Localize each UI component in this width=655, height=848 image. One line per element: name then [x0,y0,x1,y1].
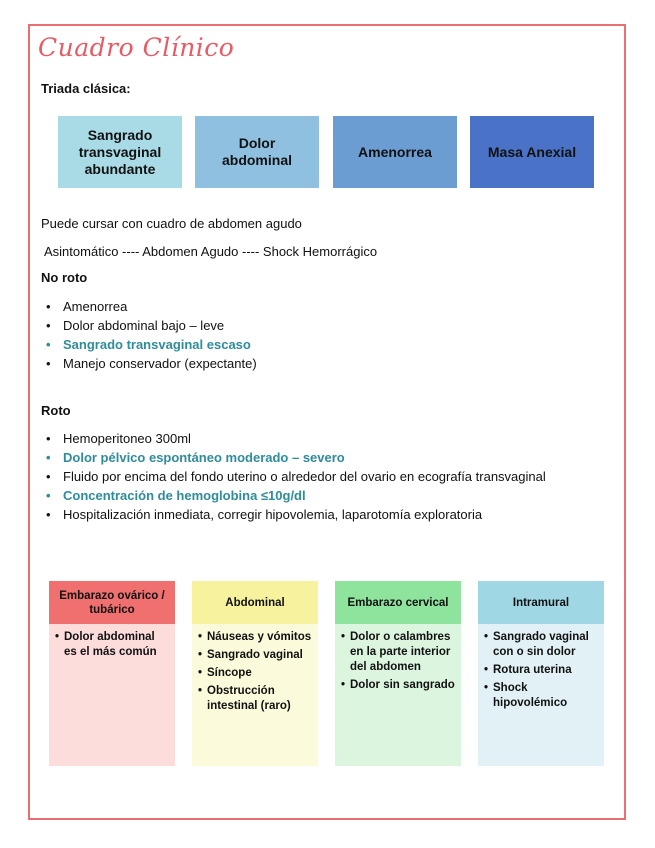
list-item: • Hemoperitoneo 300ml [41,429,593,448]
list-item: • Obstrucción intestinal (raro) [198,684,312,714]
list-item: • Hospitalización inmediata, corregir hipovolemia, laparotomía exploratoria [41,505,593,524]
card-title: Abdominal [192,581,318,624]
list-item: • Dolor pélvico espontáneo moderado – severo [41,448,593,467]
card-abdominal [192,581,318,766]
list-item: • Sangrado transvaginal escaso [41,335,593,354]
card-body [49,624,175,766]
card-cervical [335,581,461,766]
list-item: • Sangrado vaginal con o sin dolor [484,630,598,660]
card-title: Embarazo ovárico / tubárico [49,581,175,624]
page-title: Cuadro Clínico [38,33,235,62]
triad-box-masa: Masa Anexial [470,116,594,188]
list-item: • Fluido por encima del fondo uterino o alrededor del ovario en ecografía transvaginal [41,467,593,486]
card-title: Embarazo cervical [335,581,461,624]
no-roto-heading: No roto [41,270,88,285]
intro-line-1: Puede cursar con cuadro de abdomen agudo [41,216,302,231]
list-item: • Náuseas y vómitos [198,630,312,645]
card-body [478,624,604,766]
triad-heading: Triada clásica: [41,81,131,96]
roto-heading: Roto [41,403,71,418]
triad-box-amenorrea: Amenorrea [333,116,457,188]
card-intramural [478,581,604,766]
list-item: • Sangrado vaginal [198,648,312,663]
list-item: • Shock hipovolémico [484,681,598,711]
roto-list [41,429,593,524]
list-item: • Rotura uterina [484,663,598,678]
list-item: • Dolor sin sangrado [341,678,455,693]
triad-box-dolor: Dolor abdominal [195,116,319,188]
list-item: • Síncope [198,666,312,681]
card-body [192,624,318,766]
card-title: Intramural [478,581,604,624]
list-item: • Dolor abdominal es el más común [55,630,169,660]
list-item: • Dolor abdominal bajo – leve [41,316,593,335]
list-item: • Concentración de hemoglobina ≤10g/dl [41,486,593,505]
no-roto-list [41,297,593,373]
intro-line-2: Asintomático ---- Abdomen Agudo ---- Shock Hemorrágico [44,244,378,259]
triad-box-sangrado: Sangrado transvaginal abundante [58,116,182,188]
list-item: • Dolor o calambres en la parte interior del abdomen [341,630,455,675]
card-ovarico-tubarico [49,581,175,766]
list-item: • Manejo conservador (expectante) [41,354,593,373]
list-item: • Amenorrea [41,297,593,316]
card-body [335,624,461,766]
